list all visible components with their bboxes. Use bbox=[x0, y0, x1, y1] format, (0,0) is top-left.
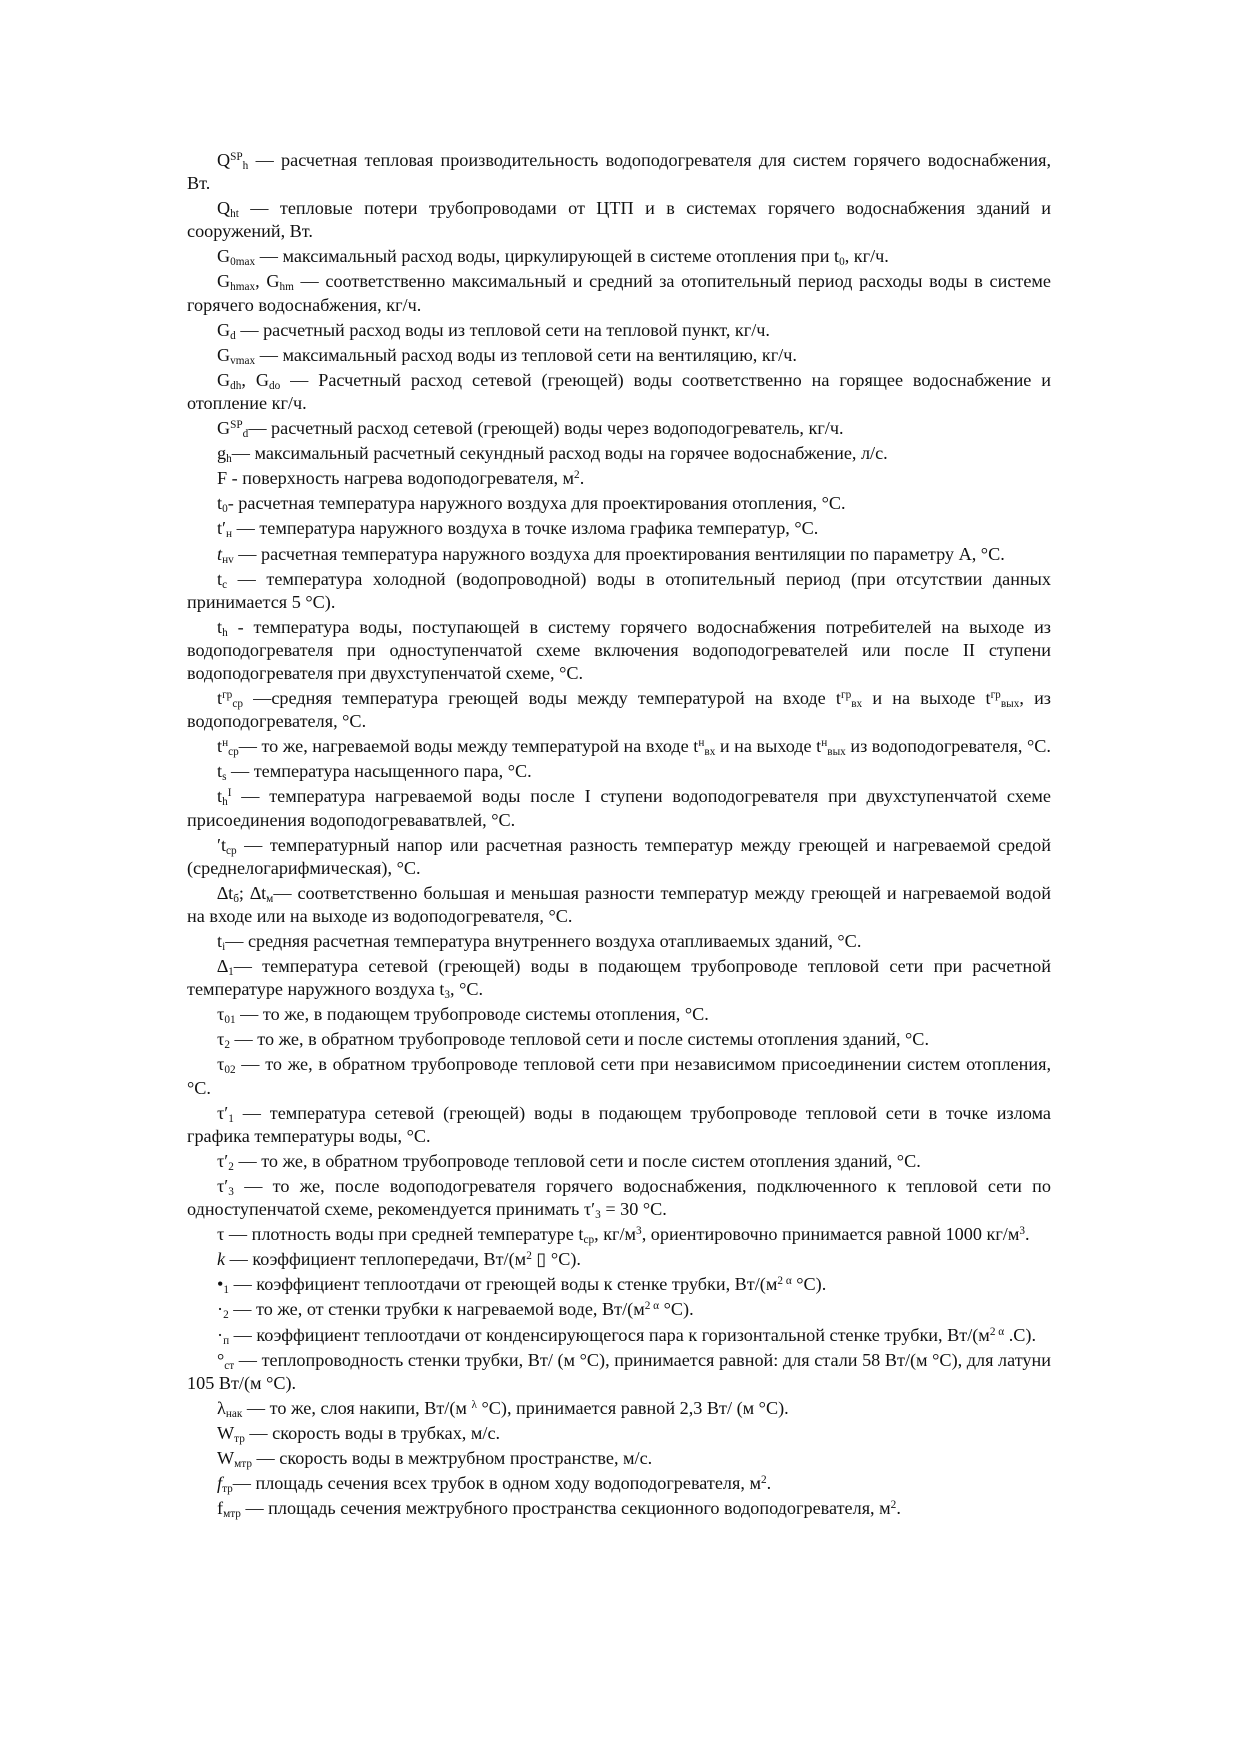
subscript-text: 3 bbox=[444, 989, 451, 1001]
subscript-text: 2 bbox=[228, 1160, 234, 1173]
definition-paragraph bbox=[187, 760, 1051, 783]
definition-paragraph bbox=[187, 1349, 1051, 1395]
paragraph-text: °С). bbox=[659, 1299, 694, 1320]
paragraph-text: G bbox=[217, 271, 231, 292]
paragraph-text: — то же, в обратном трубопроводе тепловой сети при независимом присоединении систем отопления, °С. bbox=[187, 1054, 1051, 1098]
subscript-text: вх bbox=[851, 697, 863, 710]
paragraph-text: τ — плотность воды при средней температуре t bbox=[217, 1224, 584, 1245]
subscript-text: вых bbox=[827, 746, 846, 759]
subscript-text: мтр bbox=[234, 1457, 252, 1470]
subscript-text: 0 bbox=[839, 256, 845, 269]
paragraph-text: , °С. bbox=[450, 979, 484, 1000]
subscript-text: вх bbox=[704, 746, 716, 759]
subscript-text: hmax bbox=[230, 281, 256, 294]
definition-paragraph bbox=[187, 417, 1051, 440]
superscript-text: 2 bbox=[574, 469, 580, 482]
paragraph-text: t bbox=[217, 786, 223, 807]
superscript-text: SP bbox=[230, 150, 243, 163]
paragraph-text: — соответственно большая и меньшая разности температур между греющей и нагреваемой водой на входе или на выходе из водоподогревателя, °С. bbox=[187, 882, 1052, 926]
definition-paragraph bbox=[187, 245, 1051, 268]
paragraph-text: — скорость воды в межтрубном пространстве, м/с. bbox=[252, 1447, 653, 1468]
paragraph-text: ° bbox=[217, 1349, 225, 1370]
paragraph-text: g bbox=[217, 443, 227, 464]
superscript-text: I bbox=[227, 787, 232, 800]
definition-paragraph bbox=[187, 369, 1051, 415]
subscript-text: 0 bbox=[222, 503, 228, 516]
superscript-text: 2 α bbox=[989, 1325, 1005, 1338]
subscript-text: 1 bbox=[228, 965, 234, 978]
paragraph-text: · bbox=[217, 1324, 224, 1345]
superscript-text: гр bbox=[990, 688, 1001, 701]
subscript-text: dh bbox=[230, 379, 242, 392]
paragraph-text: . bbox=[896, 1498, 901, 1519]
paragraph-text: — площадь сечения всех трубок в одном ходу водоподогревателя, м bbox=[232, 1473, 761, 1494]
subscript-text: hm bbox=[279, 281, 294, 294]
subscript-text: мтр bbox=[223, 1507, 241, 1520]
paragraph-text: . bbox=[579, 468, 585, 489]
paragraph-text: — расчетный расход воды из тепловой сети на тепловой пункт, кг/ч. bbox=[235, 319, 770, 340]
paragraph-text: t bbox=[217, 493, 223, 514]
subscript-text: нак bbox=[225, 1407, 243, 1420]
subscript-text: do bbox=[268, 379, 281, 392]
paragraph-text: t bbox=[217, 616, 223, 637]
paragraph-text: , G bbox=[241, 369, 269, 390]
subscript-text: c bbox=[222, 578, 228, 591]
paragraph-text: — расчетный расход сетевой (греющей) воды через водоподогреватель, кг/ч. bbox=[248, 418, 844, 439]
paragraph-text: G bbox=[217, 246, 231, 267]
definition-paragraph bbox=[187, 955, 1051, 1001]
subscript-text: i bbox=[222, 940, 226, 953]
paragraph-text: — Расчетный расход сетевой (греющей) воды соответственно на горящее водоснабжение и отопление кг/ч. bbox=[187, 369, 1051, 413]
paragraph-text: Q bbox=[217, 150, 231, 170]
definition-paragraph bbox=[187, 882, 1051, 928]
subscript-text: 3 bbox=[228, 1185, 234, 1198]
definition-paragraph bbox=[187, 1223, 1051, 1246]
definition-paragraph bbox=[187, 1422, 1051, 1445]
subscript-text: ср bbox=[583, 1233, 595, 1246]
paragraph-text: λ bbox=[217, 1397, 226, 1418]
paragraph-text: и на выходе t bbox=[715, 736, 822, 757]
paragraph-text: · bbox=[217, 1299, 224, 1320]
paragraph-text: , G bbox=[255, 271, 280, 292]
subscript-text: 1 bbox=[228, 1112, 234, 1125]
definition-paragraph bbox=[187, 1175, 1051, 1221]
paragraph-text: ∆ bbox=[217, 956, 229, 977]
paragraph-text: t bbox=[217, 688, 223, 709]
paragraph-text: τ′ bbox=[217, 1175, 229, 1196]
paragraph-text: — то же, в обратном трубопроводе тепловой сети и после системы отопления зданий, °С. bbox=[229, 1029, 929, 1050]
superscript-text: 2 bbox=[890, 1498, 897, 1511]
definition-paragraph bbox=[187, 492, 1051, 515]
paragraph-text: t′ bbox=[217, 518, 227, 539]
paragraph-text: — температура холодной (водопроводной) воды в отопительный период (при отсутствии данных принимается 5 °С). bbox=[187, 568, 1051, 612]
definition-paragraph bbox=[187, 687, 1051, 733]
paragraph-text: k bbox=[217, 1249, 226, 1270]
superscript-text: 2 bbox=[526, 1250, 532, 1263]
definition-paragraph bbox=[187, 834, 1051, 880]
paragraph-text: G bbox=[217, 369, 231, 390]
paragraph-text: τ bbox=[217, 1029, 225, 1050]
definition-paragraph bbox=[187, 1102, 1051, 1148]
paragraph-text: — то же, от стенки трубки к нагреваемой воде, Вт/(м bbox=[228, 1299, 645, 1320]
paragraph-text: - температура воды, поступающей в систему горячего водоснабжения потребителей на выходе из водоподогревателя при одноступенчатой схеме включения водоподогревателей или после II ступени водоподогревателя при двухступенчатой схеме, °С. bbox=[187, 616, 1051, 683]
paragraph-text: — расчетная тепловая производительность водоподогревателя для систем горячего водоснабжения, Вт. bbox=[187, 150, 1051, 194]
paragraph-text: — температура насыщенного пара, °С. bbox=[226, 761, 532, 782]
paragraph-text: — площадь сечения межтрубного пространства секционного водоподогревателя, м bbox=[240, 1498, 891, 1519]
subscript-text: d bbox=[242, 427, 249, 440]
definition-paragraph bbox=[187, 442, 1051, 465]
subscript-text: ср bbox=[232, 697, 243, 710]
paragraph-text: °С). bbox=[791, 1274, 827, 1295]
paragraph-text: — то же, в обратном трубопроводе тепловой сети и после систем отопления зданий, °С. bbox=[233, 1150, 921, 1171]
subscript-text: 02 bbox=[224, 1064, 236, 1077]
definition-paragraph bbox=[187, 1248, 1051, 1271]
definition-paragraph bbox=[187, 1298, 1051, 1321]
subscript-text: vmax bbox=[230, 354, 256, 367]
definition-paragraph bbox=[187, 1028, 1051, 1051]
superscript-text: 3 bbox=[1019, 1224, 1025, 1237]
paragraph-text: — средняя расчетная температура внутреннего воздуха отапливаемых зданий, °С. bbox=[225, 931, 862, 951]
paragraph-text: — температурный напор или расчетная разность температур между греющей и нагреваемой средой (среднелогарифмическая), °С. bbox=[187, 834, 1051, 878]
definition-paragraph bbox=[187, 1053, 1051, 1099]
document-body bbox=[187, 149, 1051, 1522]
subscript-text: h bbox=[226, 452, 232, 465]
paragraph-text: W bbox=[217, 1422, 235, 1443]
paragraph-text: t bbox=[217, 736, 223, 757]
subscript-text: d bbox=[230, 329, 236, 342]
paragraph-text: , кг/ч. bbox=[844, 246, 889, 267]
definition-paragraph bbox=[187, 1273, 1051, 1296]
definition-paragraph bbox=[187, 568, 1051, 614]
paragraph-text: - расчетная температура наружного воздуха для проектирования отопления, °С. bbox=[227, 493, 846, 514]
subscript-text: п bbox=[223, 1334, 230, 1347]
paragraph-text: , ориентировочно принимается равной 1000 кг/м bbox=[641, 1224, 1020, 1245]
paragraph-text: — температура сетевой (греющей) воды в подающем трубопроводе тепловой сети в точке излома графика температуры воды, °С. bbox=[187, 1102, 1051, 1146]
paragraph-text: F - поверхность нагрева водоподогревателя, м bbox=[217, 468, 575, 489]
paragraph-text: — скорость воды в трубках, м/с. bbox=[244, 1422, 501, 1443]
paragraph-text: τ′ bbox=[217, 1102, 229, 1123]
superscript-text: н bbox=[698, 737, 705, 750]
subscript-text: н bbox=[226, 528, 233, 541]
paragraph-text: τ bbox=[217, 1004, 225, 1025]
paragraph-text: ; ∆t bbox=[238, 882, 267, 903]
superscript-text: н bbox=[821, 737, 828, 750]
paragraph-text: G bbox=[217, 418, 231, 439]
paragraph-text: — коэффициент теплопередачи, Вт/(м bbox=[225, 1249, 527, 1270]
subscript-text: ст bbox=[224, 1359, 235, 1372]
paragraph-text: . bbox=[766, 1473, 772, 1494]
paragraph-text: ∆t bbox=[217, 882, 234, 903]
paragraph-text: — то же, слоя накипи, Вт/(м bbox=[242, 1397, 472, 1418]
paragraph-text: — теплопроводность стенки трубки, Вт/ (м °С), принимается равной: для стали 58 Вт/(м °С), для латуни 105 Вт/(м °С). bbox=[187, 1349, 1051, 1393]
paragraph-text: °С), принимается равной 2,3 Вт/ (м °С). bbox=[476, 1397, 789, 1418]
paragraph-text: , из водоподогревателя, °С. bbox=[187, 688, 1051, 732]
paragraph-text: и на выходе t bbox=[862, 688, 991, 709]
definition-paragraph bbox=[187, 1447, 1051, 1470]
paragraph-text: = 30 °С. bbox=[600, 1199, 667, 1220]
paragraph-text: — соответственно максимальный и средний за отопительный период расходы воды в системе горячего водоснабжения, кг/ч. bbox=[187, 271, 1051, 315]
subscript-text: 3 bbox=[595, 1208, 601, 1221]
paragraph-text: — то же, нагреваемой воды между температурой на входе t bbox=[238, 736, 699, 757]
paragraph-text: , кг/м bbox=[594, 1224, 637, 1245]
paragraph-text: t bbox=[217, 931, 223, 951]
subscript-text: тр bbox=[222, 1482, 233, 1495]
subscript-text: h bbox=[242, 159, 249, 172]
paragraph-text: . bbox=[1024, 1224, 1030, 1245]
paragraph-text: t bbox=[217, 761, 223, 782]
paragraph-text: — температура сетевой (греющей) воды в подающем трубопроводе тепловой сети при расчетной температуре наружного воздуха t bbox=[187, 956, 1051, 1000]
definition-paragraph bbox=[187, 197, 1051, 243]
definition-paragraph bbox=[187, 270, 1051, 316]
definition-paragraph bbox=[187, 467, 1051, 490]
subscript-text: h bbox=[222, 796, 228, 809]
subscript-text: б bbox=[233, 892, 239, 905]
paragraph-text: τ bbox=[217, 1054, 225, 1075]
paragraph-text: τ′ bbox=[217, 1150, 229, 1171]
superscript-text: гр bbox=[840, 688, 852, 701]
superscript-text: н bbox=[222, 737, 229, 750]
paragraph-text: — максимальный расчетный секундный расход воды на горячее водоснабжение, л/с. bbox=[231, 443, 888, 464]
subscript-text: тр bbox=[234, 1432, 245, 1445]
definition-paragraph bbox=[187, 616, 1051, 685]
superscript-text: 2 bbox=[760, 1473, 767, 1486]
paragraph-text: • bbox=[217, 1274, 224, 1295]
superscript-text: 3 bbox=[636, 1224, 642, 1237]
paragraph-text: — то же, после водоподогревателя горячего водоснабжения, подключенного к тепловой сети по одноступенчатой схеме, рекомендуется принимать τ′ bbox=[187, 1175, 1051, 1220]
subscript-text: 0max bbox=[230, 256, 256, 269]
subscript-text: м bbox=[266, 892, 274, 905]
superscript-text: 2 α bbox=[777, 1275, 792, 1288]
subscript-text: 2 bbox=[223, 1309, 229, 1322]
paragraph-text: .С). bbox=[1004, 1324, 1037, 1345]
paragraph-text: —средняя температура греющей воды между температурой на входе t bbox=[242, 688, 841, 709]
definition-paragraph bbox=[187, 319, 1051, 342]
paragraph-text: — то же, в подающем трубопроводе системы отопления, °С. bbox=[235, 1004, 709, 1025]
subscript-text: h bbox=[222, 626, 228, 639]
superscript-text: SP bbox=[230, 418, 243, 431]
subscript-text: нv bbox=[222, 553, 234, 566]
definition-paragraph bbox=[187, 344, 1051, 367]
definition-paragraph bbox=[187, 517, 1051, 540]
paragraph-text: из водоподогревателя, °С. bbox=[845, 736, 1051, 757]
definition-paragraph bbox=[187, 543, 1051, 566]
paragraph-text: t bbox=[217, 568, 223, 589]
definition-paragraph bbox=[187, 735, 1051, 758]
superscript-text: λ bbox=[471, 1398, 477, 1411]
definition-paragraph bbox=[187, 1003, 1051, 1026]
paragraph-text: — температура нагреваемой воды после I ступени водоподогревателя при двухступенчатой схеме присоединения водоподогреваватвлей, °С. bbox=[187, 786, 1051, 830]
paragraph-text: ▯ °С). bbox=[531, 1249, 581, 1270]
paragraph-text: — максимальный расход воды из тепловой сети на вентиляцию, кг/ч. bbox=[255, 344, 797, 365]
subscript-text: вых bbox=[1000, 697, 1020, 710]
paragraph-text: — коэффициент теплоотдачи от греющей воды к стенке трубки, Вт/(м bbox=[229, 1274, 778, 1295]
subscript-text: ср bbox=[226, 844, 237, 857]
paragraph-text: — коэффициент теплоотдачи от конденсирующегося пара к горизонтальной стенке трубки, Вт/(м bbox=[229, 1324, 990, 1345]
definition-paragraph bbox=[187, 1324, 1051, 1347]
paragraph-text: Q bbox=[217, 198, 231, 219]
definition-paragraph bbox=[187, 149, 1051, 195]
definition-paragraph bbox=[187, 1397, 1051, 1420]
paragraph-text: — максимальный расход воды, циркулирующей в системе отопления при t bbox=[255, 246, 840, 267]
definition-paragraph bbox=[187, 1472, 1051, 1495]
paragraph-text: — тепловые потери трубопроводами от ЦТП и в системах горячего водоснабжения зданий и сооружений, Вт. bbox=[187, 198, 1051, 242]
subscript-text: ср bbox=[228, 746, 239, 759]
paragraph-text: — температура наружного воздуха в точке излома графика температур, °С. bbox=[232, 518, 819, 539]
paragraph-text: f bbox=[217, 1473, 223, 1494]
paragraph-text: G bbox=[217, 319, 231, 340]
paragraph-text: G bbox=[217, 344, 231, 365]
paragraph-text: W bbox=[217, 1447, 235, 1468]
definition-paragraph bbox=[187, 1150, 1051, 1173]
superscript-text: 2 α bbox=[644, 1300, 660, 1313]
superscript-text: гр bbox=[222, 688, 233, 701]
subscript-text: s bbox=[222, 771, 227, 784]
subscript-text: 01 bbox=[224, 1014, 236, 1027]
subscript-text: ht bbox=[230, 208, 239, 220]
definition-paragraph bbox=[187, 785, 1051, 831]
paragraph-text: ′t bbox=[217, 834, 227, 855]
definition-paragraph bbox=[187, 930, 1051, 953]
subscript-text: 1 bbox=[223, 1284, 230, 1297]
definition-paragraph bbox=[187, 1497, 1051, 1520]
paragraph-text: f bbox=[217, 1498, 224, 1519]
paragraph-text: t bbox=[217, 543, 223, 564]
subscript-text: 2 bbox=[224, 1039, 230, 1052]
paragraph-text: — расчетная температура наружного воздуха для проектирования вентиляции по параметру А, °С. bbox=[233, 543, 1005, 564]
